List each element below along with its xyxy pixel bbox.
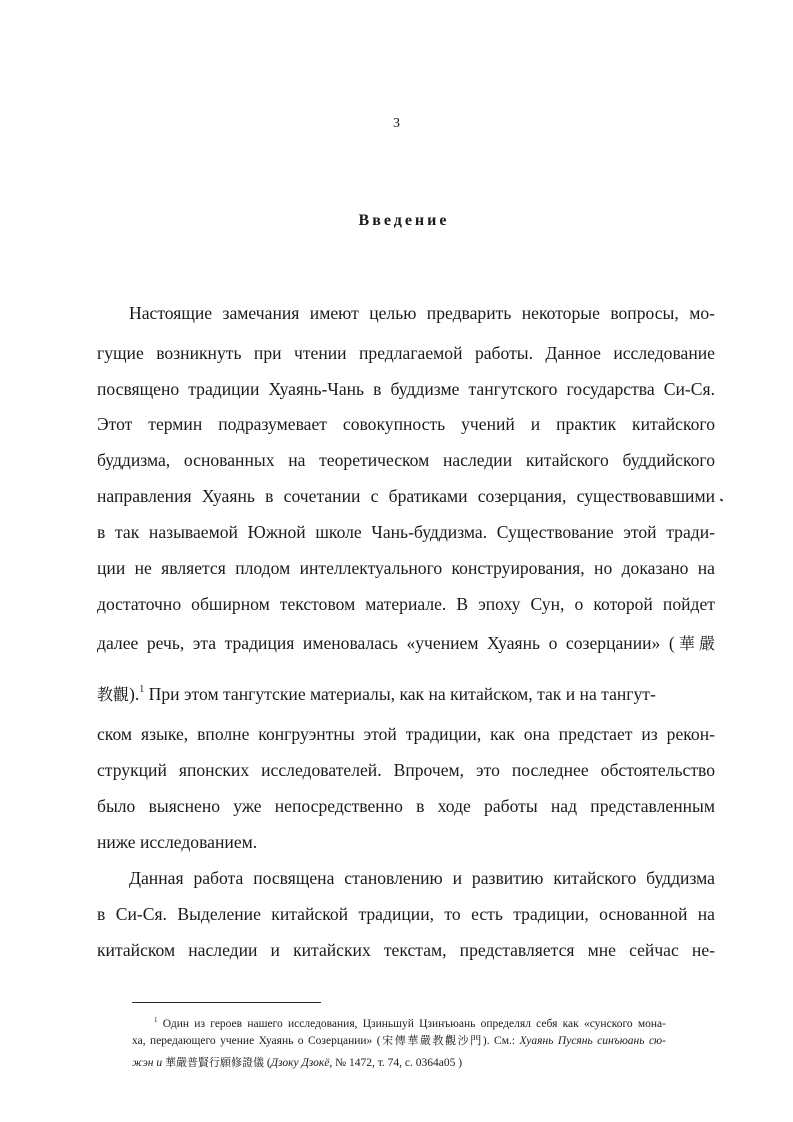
cjk-term: 華嚴 xyxy=(674,634,715,653)
body-line: в так называемой Южной школе Чань-буддизма. Существование этой тради- xyxy=(97,522,715,542)
chapter-title: Введение xyxy=(358,212,450,229)
body-line: Данная работа посвящена становлению и развитию китайского буддизма xyxy=(129,868,715,888)
line-text: ). xyxy=(129,684,140,704)
cjk-title: 宋傳華嚴教觀沙門 xyxy=(380,1034,483,1047)
body-line: посвящено традиции Хуаянь-Чань в буддизме тангутского государства Си-Ся. xyxy=(97,379,715,399)
body-line: ском языке, вполне конгруэнтны этой традиции, как она предстает из рекон- xyxy=(97,724,715,744)
footnote-separator xyxy=(132,1002,321,1003)
page-number: 3 xyxy=(393,116,400,131)
footnote-reference[interactable]: 1 xyxy=(139,684,145,695)
cjk-term: 教觀 xyxy=(97,685,130,704)
body-line: струкций японских исследователей. Впрочем, это последнее обстоятельство xyxy=(97,760,715,780)
cited-title: Хуаянь Пусянь синъюань сю- xyxy=(519,1035,666,1047)
body-line: направления Хуаянь в сочетании с братиками созерцания, существовавшими xyxy=(97,486,715,506)
line-text: При этом тангутские материалы, как на китайском, так и на тангут- xyxy=(144,684,656,704)
body-line: ции не является плодом интеллектуального конструирования, но доказано на xyxy=(97,558,715,578)
cjk-title: 華嚴普賢行願修證儀 xyxy=(164,1056,264,1069)
cited-collection: Дзоку Дзокё xyxy=(270,1057,330,1069)
line-text: далее речь, эта традиция именовалась «учением Хуаянь о созерцании» ( xyxy=(97,633,675,653)
body-line: было выяснено уже непосредственно в ходе работы над представленным xyxy=(97,796,715,816)
footnote-line: ха, передающего учение Хуаянь о Созерцании» (宋傳華嚴教觀沙門). См.: Хуаянь Пусянь синъюань сю- xyxy=(132,1034,666,1047)
body-line xyxy=(97,679,715,706)
body-line: буддизма, основанных на теоретическом наследии китайского буддийского xyxy=(97,450,715,470)
body-line: достаточно обширном текстовом материале. В эпоху Сун, о которой пойдет xyxy=(97,594,715,614)
body-line: Настоящие замечания имеют целью предварить некоторые вопросы, мо- xyxy=(129,303,715,323)
scan-speck xyxy=(720,498,724,501)
body-line: в Си-Ся. Выделение китайской традиции, то есть традиции, основанной на xyxy=(97,904,715,924)
body-line: ниже исследованием. xyxy=(97,832,258,852)
footnote-mark: 1 xyxy=(154,1016,158,1024)
body-line: гущие возникнуть при чтении предлагаемой работы. Данное исследование xyxy=(97,343,715,363)
body-line: Этот термин подразумевает совокупность учений и практик китайского xyxy=(97,414,715,434)
body-line: китайском наследии и китайских текстам, представляется мне сейчас не- xyxy=(97,940,715,960)
footnote-line: $^1$ Один из героев нашего исследования, Цзиньшуй Цзинъюань определял себя как «сунского мона- xyxy=(154,1016,666,1030)
footnote-line: жэн и 華嚴普賢行願修證儀 (Дзоку Дзокё, № 1472, т. 74, с. 0364a05 ) xyxy=(132,1056,463,1069)
body-line xyxy=(97,632,715,655)
